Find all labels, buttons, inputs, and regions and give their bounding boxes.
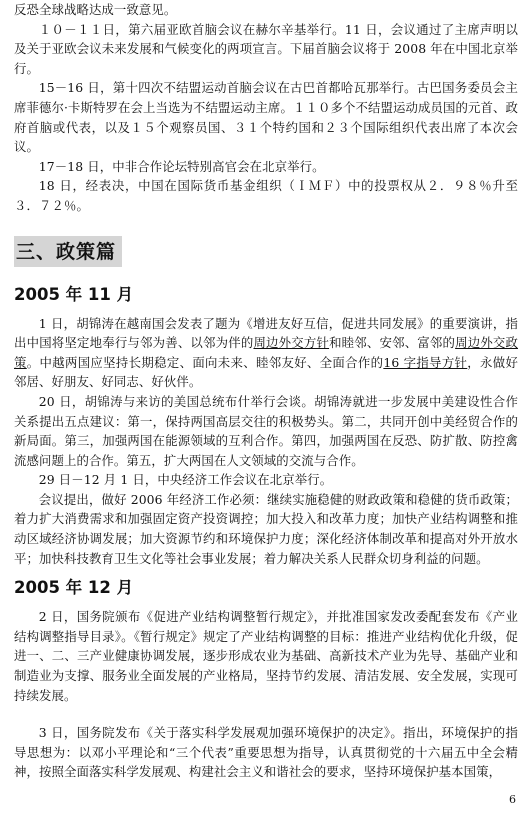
- paragraph: 15－16 日，第十四次不结盟运动首脑会议在古巴首都哈瓦那举行。古巴国务委员会主席菲德尔·卡斯特罗在会上当选为不结盟运动主席。１１０多个不结盟运动成员国的元首、政府首脑或代表，以及１５个观察员国、３１个特约国和２３个国际组织代表出席了本次会议。: [14, 80, 518, 155]
- month-heading: 2005 年 11 月: [14, 284, 134, 304]
- paragraph: 17－18 日，中非合作论坛特别高官会在北京举行。: [38, 158, 325, 174]
- document-page: [14, 0, 518, 782]
- paragraph: 20 日，胡锦涛与来访的美国总统布什举行会谈。胡锦涛就进一步发展中美建设性合作关系提出五点建议：第一，保持两国高层交往的积极势头。第二，共同开创中美经贸合作的新局面。第三，加强两国在能源领域的互利合作。第四，加强两国在反恐、防扩散、防控禽流感问题上的合作。第五，扩大两国在人文领域的交流与合作。: [14, 393, 518, 468]
- paragraph: 29 日－12 月 1 日，中央经济工作会议在北京举行。: [38, 472, 333, 488]
- paragraph: 3 日，国务院发布《关于落实科学发展观加强环境保护的决定》。指出，环境保护的指导思想为：以邓小平理论和“三个代表”重要思想为指导，认真贯彻党的十六届五中全会精神，按照全面落实科学发展观、构建社会主义和谐社会的要求，坚持环境保护基本国策，: [14, 725, 518, 780]
- paragraph: 反恐全球战略达成一致意见。: [14, 2, 177, 17]
- paragraph: 18 日，经表决，中国在国际货币基金组织（ＩＭＦ）中的投票权从２．９８％升至３．７２％。: [14, 178, 518, 213]
- text-run: 和睦邻、安邻、富邻的: [329, 335, 456, 351]
- underlined-term: 周边外交政策: [14, 335, 519, 370]
- text-run: ，永做好邻居、好朋友、好同志、好伙伴。: [14, 354, 518, 390]
- text-run: 。中越两国应坚持长期稳定、面向未来、睦邻友好、全面合作的: [26, 354, 384, 370]
- section-heading: [14, 236, 122, 267]
- paragraph: 会议提出，做好 2006 年经济工作必须：继续实施稳健的财政政策和稳健的货币政策；着力扩大消费需求和加强固定资产投资调控；加大投入和改革力度；加快产业结构调整和推动区域经济协调发展；加大资源节约和环境保护力度；深化经济体制改革和提高对外开放水平；加快科技教育卫生文化等社会事业发展；着力解决关系人民群众切身利益的问题。: [14, 491, 518, 566]
- underlined-term: 16 字指导方针: [383, 354, 468, 370]
- section-title: 三、政策篇: [16, 240, 117, 263]
- paragraph: １０－１１日，第六届亚欧首脑会议在赫尔辛基举行。11 日，会议通过了主席声明以及关于亚欧会议未来发展和气候变化的两项宣言。下届首脑会议将于 2008 年在中国北京举行。: [14, 21, 518, 76]
- month-heading: 2005 年 12 月: [14, 578, 134, 598]
- text-run: 1 日，胡锦涛在越南国会发表了题为《增进友好互信，促进共同发展》的重要演讲，指出中国将坚定地奉行与邻为善、以邻为伴的: [14, 315, 518, 351]
- paragraph: [14, 314, 518, 392]
- page-number: 6: [509, 793, 516, 806]
- underlined-term: 周边外交方针: [253, 335, 330, 351]
- paragraph: 2 日，国务院颁布《促进产业结构调整暂行规定》，并批准国家发改委配套发布《产业结构调整指导目录》。《暂行规定》规定了产业结构调整的目标：推进产业结构优化升级，促进一、二、三产业健康协调发展，逐步形成农业为基础、高新技术产业为先导、基础产业和制造业为支撑、服务业全面发展的产业格局，坚持节约发展、清洁发展、安全发展，实现可持续发展。: [14, 609, 518, 703]
